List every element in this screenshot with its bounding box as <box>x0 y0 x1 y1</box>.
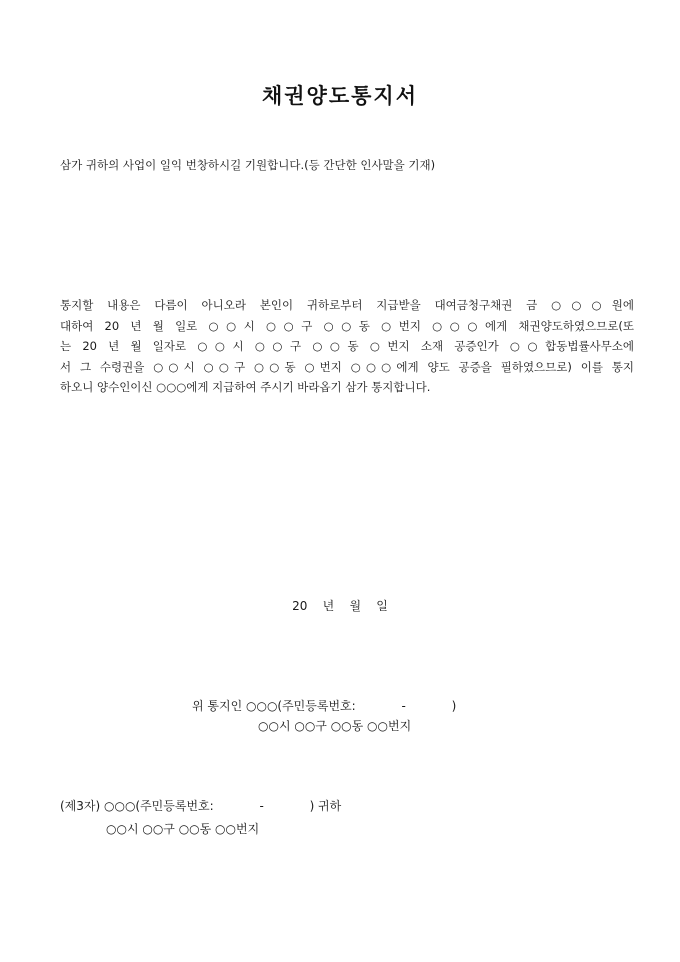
body-line: 하오니 양수인이신 ○○○에게 지급하여 주시기 바라옵기 삼가 통지합니다. <box>60 380 431 394</box>
body-line: 대하여 20 년 월 일로 ○○시 ○○구 ○○동 ○번지 ○○○에게 채권양도하였으므로(또 <box>60 318 634 333</box>
date-line: 20 년 월 일 <box>292 599 388 613</box>
greeting-text: 삼가 귀하의 사업이 일익 번창하시길 기원합니다.(등 간단한 인사말을 기재) <box>60 158 436 172</box>
notifier-line: 위 통지인 ○○○(주민등록번호: - ) <box>192 699 457 713</box>
notifier-address: ○○시 ○○구 ○○동 ○○번지 <box>258 719 412 733</box>
document-title: 채권양도통지서 <box>261 83 418 108</box>
body-line: 통지할 내용은 다름이 아니오라 본인이 귀하로부터 지급받을 대여금청구채권 금 ○○○원에 <box>60 298 634 312</box>
notice-body <box>60 295 634 398</box>
recipient-line: (제3자) ○○○(주민등록번호: - ) 귀하 <box>60 799 342 813</box>
body-line: 서 그 수령권을 ○○시 ○○구 ○○동 ○번지 ○○○에게 양도 공증을 필하였으므로) 이를 통지 <box>60 359 634 374</box>
body-line: 는 20 년 월 일자로 ○○시 ○○구 ○○동 ○번지 소재 공증인가 ○○합동법률사무소에 <box>60 339 634 353</box>
recipient-address: ○○시 ○○구 ○○동 ○○번지 <box>106 822 260 836</box>
